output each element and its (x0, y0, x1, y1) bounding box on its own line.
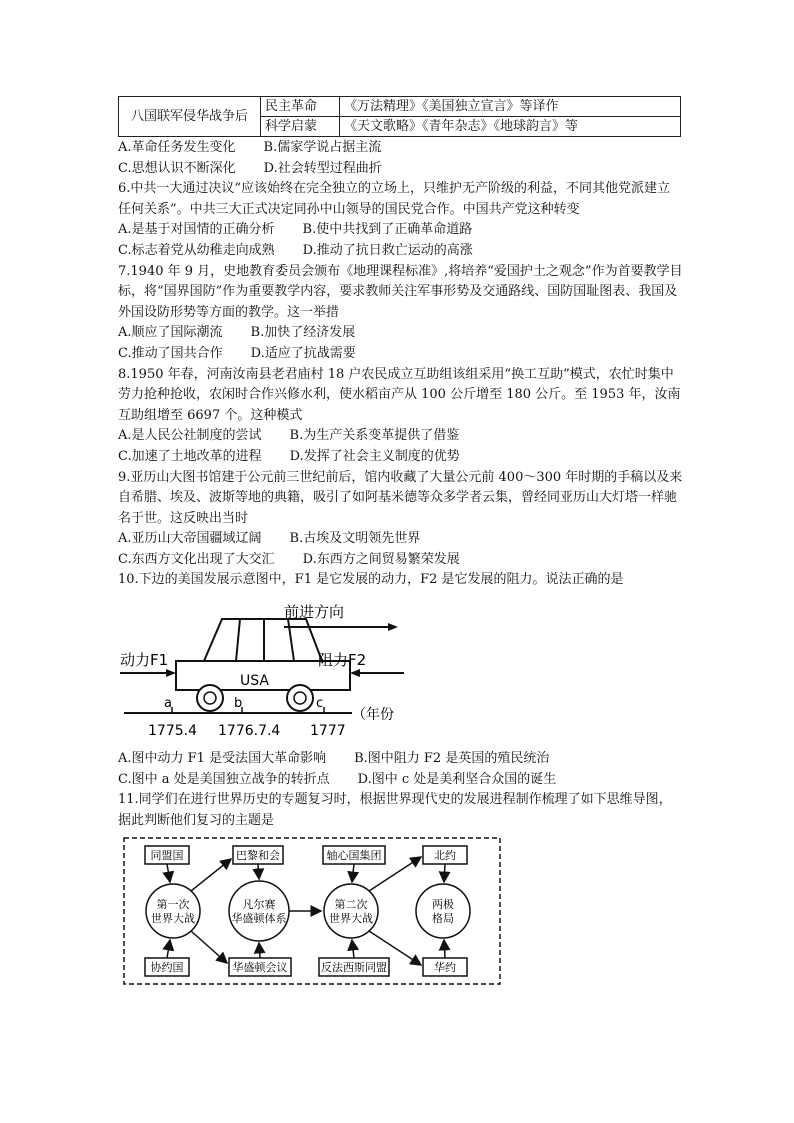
date-b-label: 1776.7.4 (218, 723, 281, 740)
option-c: C.图中 a 处是美国独立战争的转折点 (118, 771, 330, 787)
option-row (118, 241, 683, 262)
arrow-beiyue-bipolar (444, 864, 445, 882)
option-row (118, 529, 683, 550)
question-9 (118, 468, 683, 571)
option-d: D.图中 c 处是美利坚合众国的诞生 (357, 771, 557, 787)
option-c: C.东西方文化出现了大交汇 (118, 551, 275, 567)
option-d: D.社会转型过程曲折 (263, 160, 382, 176)
option-c: C.思想认识不断深化 (118, 160, 236, 176)
mind-map-diagram (123, 837, 503, 987)
question-5-options (118, 138, 683, 179)
option-d: D.发挥了社会主义制度的优势 (289, 448, 460, 464)
question-10 (118, 570, 683, 790)
box-bali-label: 巴黎和会 (236, 849, 280, 863)
option-d: D.适应了抗战需要 (250, 345, 356, 361)
circle-ww1-line1: 第一次 (156, 898, 190, 912)
option-b: B.图中阻力 F2 是英国的殖民统治 (354, 751, 550, 767)
question-stem: 11.同学们在进行世界历史的专题复习时，根据世界现代史的发展进程制作梳理了如下思维导图，据此判断他们复习的主题是 (118, 792, 672, 828)
question-6 (118, 179, 683, 261)
option-a: A.图中动力 F1 是受法国大革命影响 (118, 751, 327, 767)
option-row (118, 426, 683, 447)
box-huashengdun-label: 华盛顿会议 (232, 961, 288, 975)
arrow-bali-versailles (258, 864, 259, 879)
circle-bipolar-line1: 两极 (432, 898, 454, 912)
question-stem: 6.中共一大通过决议“应该始终在完全独立的立场上，只维护无产阶级的利益，不同其他党派建立任何关系”。中共三大正式决定同孙中山领导的国民党合作。中国共产党这种转变 (118, 181, 671, 217)
option-a: A.革命任务发生变化 (118, 140, 236, 155)
arrow-xieyue-ww1 (167, 940, 170, 958)
option-b: B.加快了经济发展 (250, 325, 356, 341)
option-row (118, 550, 683, 571)
option-row (118, 447, 683, 468)
question-stem: 7.1940 年 9 月，史地教育委员会颁布《地理课程标准》,将培养“爱国护土之观念”作为首要教学目标，将“国界国防”作为重要教学内容，要求教师关注军事形势及交通路线、国防国耻图表、我国及外国设防形势等方面的教学。这一举措 (118, 263, 683, 320)
option-b: B.儒家学说占据主流 (263, 140, 382, 155)
circle-bipolar-line2: 格局 (432, 912, 454, 926)
car-wheel (287, 685, 313, 711)
option-a: A.顺应了国际潮流 (118, 325, 223, 341)
box-zhouxin-label: 轴心国集团 (326, 849, 382, 863)
box-tongmeng-label: 同盟国 (150, 849, 184, 863)
circle-versailles (229, 881, 289, 941)
option-row (118, 770, 683, 791)
question-stem: 9.亚历山大图书馆建于公元前三世纪前后，馆内收藏了大量公元前 400～300 年时期的手稿以及来自希腊、埃及、波斯等地的典籍，吸引了如阿基米德等众多学者云集，曾经同亚历山大灯塔一样驰名于世。这反映出当时 (118, 469, 683, 526)
box-beiyue-label: 北约 (434, 849, 456, 863)
force1-arrow-head (166, 669, 176, 677)
arrow-fanfaxisi-ww2 (352, 940, 354, 958)
option-a: A.是基于对国情的正确分析 (118, 222, 275, 238)
arrow-tongmeng-ww1 (167, 864, 170, 882)
option-b: B.使中共找到了正确革命道路 (302, 222, 473, 238)
option-a: A.是人民公社制度的尝试 (118, 428, 262, 444)
option-b: B.古埃及文明领先世界 (289, 531, 421, 547)
arrow-ww1-huashengdun (191, 931, 227, 963)
force2-label: 阻力F2 (318, 651, 367, 670)
question-8 (118, 365, 683, 468)
axis-label: （年份 (352, 707, 394, 724)
circle-versailles-line2: 华盛顿体系 (231, 912, 287, 926)
box-fanfaxisi-label: 反法西斯同盟 (321, 961, 387, 975)
arrow-ww1-bali (191, 859, 231, 891)
option-row (118, 344, 683, 365)
point-b-label: b (234, 696, 243, 712)
history-table (118, 96, 681, 137)
table-era-cell: 八国联军侵华战争后 (119, 97, 261, 137)
direction-arrow-head (388, 623, 398, 631)
usa-car-diagram (118, 595, 408, 745)
table-content-cell: 《万法精理》《美国独立宣言》等译作 (340, 97, 681, 117)
question-stem: 8.1950 年春，河南汝南县老君庙村 18 户农民成立互助组该组采用“换工互助”模式，农忙时集中劳力抢种抢收，农闲时合作兴修水利，使水稻亩产从 100 公斤增至 180 公斤。至 1953 年，汝南互助组增至 6697 个。这种模式 (118, 366, 681, 423)
circle-ww1-line2: 世界大战 (151, 912, 195, 926)
circle-ww2-line1: 第二次 (334, 898, 368, 912)
option-c: C.推动了国共合作 (118, 345, 223, 361)
question-stem: 10.下边的美国发展示意图中，F1 是它发展的动力，F2 是它发展的阻力。说法正确的是 (118, 572, 624, 588)
option-d: D.推动了抗日救亡运动的高涨 (302, 242, 473, 258)
force1-label: 动力F1 (120, 651, 169, 670)
option-row (118, 159, 683, 180)
option-row (118, 138, 683, 159)
arrow-huashengdun-versailles (259, 943, 260, 958)
table-content-cell: 《天文歌略》《青年杂志》《地球韵言》等 (340, 117, 681, 137)
option-a: A.亚历山大帝国疆域辽阔 (118, 531, 262, 547)
car-wheel (197, 685, 223, 711)
question-7 (118, 262, 683, 365)
circle-ww2 (324, 884, 378, 938)
direction-label: 前进方向 (284, 603, 345, 622)
point-a-label: a (164, 696, 172, 712)
option-c: C.标志着党从幼稚走向成熟 (118, 242, 275, 258)
arrow-zhouxin-ww2 (352, 864, 354, 882)
option-row (118, 749, 683, 770)
circle-ww1 (146, 884, 200, 938)
force2-arrow-head (350, 669, 360, 677)
option-row (118, 323, 683, 344)
box-huayue-label: 华约 (434, 961, 456, 975)
point-c-label: c (316, 696, 324, 712)
date-a-label: 1775.4 (148, 723, 197, 740)
exam-page (118, 96, 683, 987)
car-window-divider (236, 619, 240, 661)
box-xieyue-label: 协约国 (150, 961, 184, 975)
option-d: D.东西方之间贸易繁荣发展 (302, 551, 460, 567)
question-11 (118, 790, 683, 987)
table-category-cell: 民主革命 (261, 97, 340, 117)
circle-bipolar (416, 884, 470, 938)
car-label: USA (240, 673, 269, 690)
option-row (118, 220, 683, 241)
date-c-label: 1777 (310, 723, 346, 740)
arrow-huayue-bipolar (444, 940, 445, 958)
option-c: C.加速了土地改革的进程 (118, 448, 262, 464)
table-category-cell: 科学启蒙 (261, 117, 340, 137)
car-window-divider (288, 619, 294, 661)
option-b: B.为生产关系变革提供了借鉴 (289, 428, 460, 444)
circle-ww2-line2: 世界大战 (329, 912, 373, 926)
circle-versailles-line1: 凡尔赛 (242, 898, 276, 912)
